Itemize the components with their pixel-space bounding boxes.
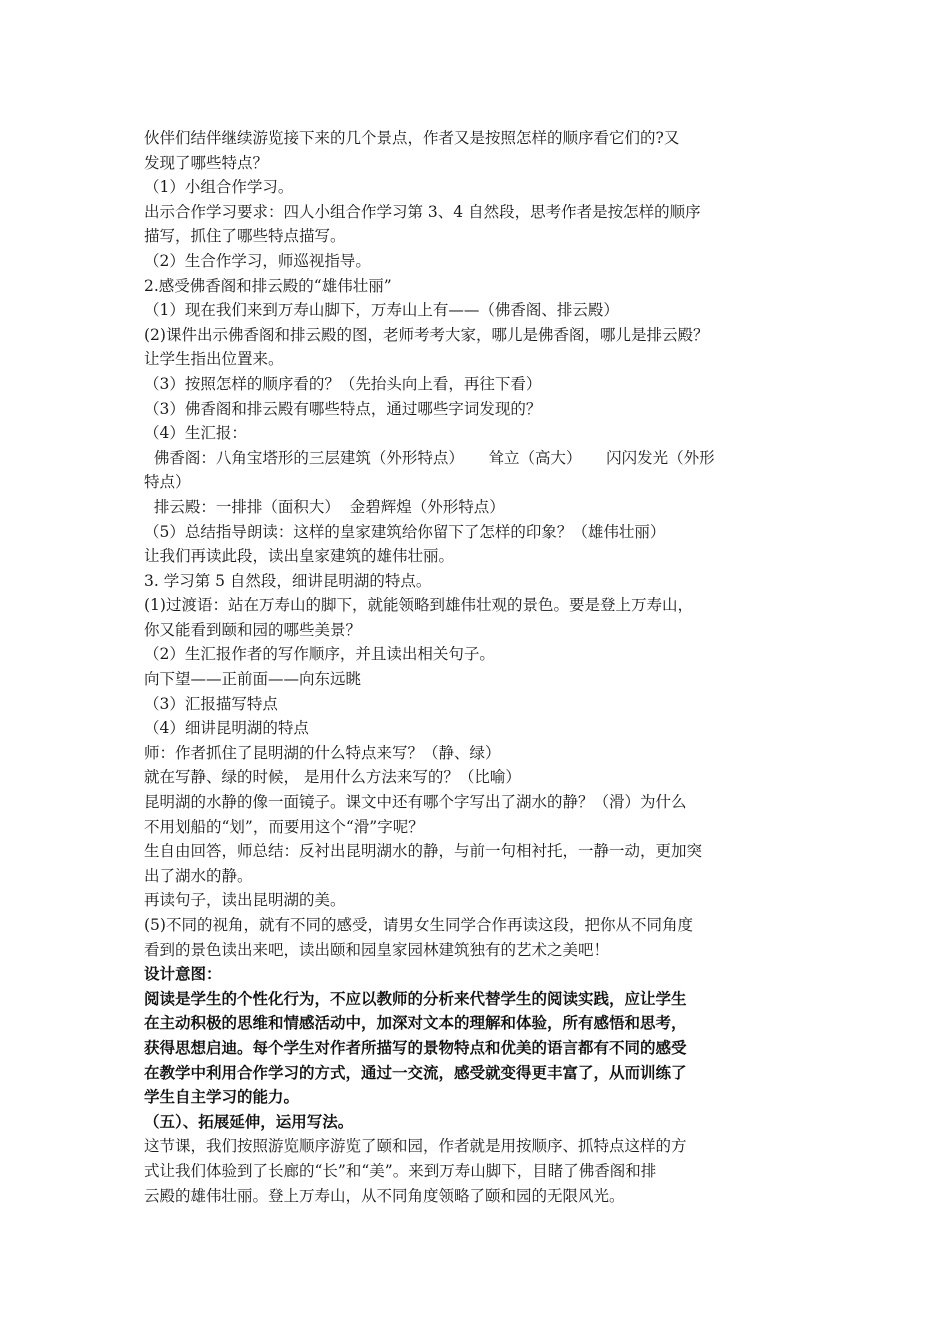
text-line: 2.感受佛香阁和排云殿的“雄伟壮丽” xyxy=(144,276,392,295)
text-line: 不用划船的“划”，而要用这个“滑”字呢？ xyxy=(144,817,424,836)
text-line: (1)过渡语：站在万寿山的脚下，就能领略到雄伟壮观的景色。要是登上万寿山， xyxy=(144,596,693,615)
text-line: 让学生指出位置来。 xyxy=(144,350,284,369)
text-line: 伙伴们结伴继续游览接下来的几个景点，作者又是按照怎样的顺序看它们的?又 xyxy=(144,129,680,147)
text-line: 发现了哪些特点？ xyxy=(144,153,269,172)
text-line: (2)课件出示佛香阁和排云殿的图，老师考考大家，哪儿是佛香阁，哪儿是排云殿？ xyxy=(144,325,709,344)
text-line: （2）生汇报作者的写作顺序，并且读出相关句子。 xyxy=(144,645,495,664)
bold-text-line: 阅读是学生的个性化行为，不应以教师的分析来代替学生的阅读实践，应让学生 xyxy=(144,989,687,1008)
text-line: （1）现在我们来到万寿山脚下，万寿山上有——（佛香阁、排云殿） xyxy=(144,301,619,320)
text-line: （5）总结指导朗读：这样的皇家建筑给你留下了怎样的印象？（雄伟壮丽） xyxy=(144,522,666,541)
text-line: 向下望——正前面——向东远眺 xyxy=(144,670,362,689)
text-line: （4）生汇报： xyxy=(144,424,247,443)
text-line: 排云殿：一排排（面积大） 金碧辉煌（外形特点） xyxy=(144,497,505,516)
text-line: （3）佛香阁和排云殿有哪些特点，通过哪些字词发现的？ xyxy=(144,399,542,418)
text-line: 你又能看到颐和园的哪些美景？ xyxy=(144,620,362,639)
text-line: 出示合作学习要求：四人小组合作学习第 3、4 自然段，思考作者是按怎样的顺序 xyxy=(144,202,701,221)
text-line: 再读句子，读出昆明湖的美。 xyxy=(144,891,346,910)
text-line: （1）小组合作学习。 xyxy=(144,178,294,197)
text-line: 生自由回答，师总结：反衬出昆明湖水的静，与前一句相衬托，一静一动，更加突 xyxy=(144,842,703,861)
text-line: 云殿的雄伟壮丽。登上万寿山，从不同角度领略了颐和园的无限风光。 xyxy=(144,1186,625,1205)
bold-text-line: 在主动积极的思维和情感活动中，加深对文本的理解和体验，所有感悟和思考， xyxy=(144,1014,687,1033)
bold-text-line: 在教学中利用合作学习的方式，通过一交流，感受就变得更丰富了，从而训练了 xyxy=(144,1063,687,1082)
text-line: 特点） xyxy=(144,473,191,492)
text-line: 师：作者抓住了昆明湖的什么特点来写？（静、绿） xyxy=(144,743,501,762)
document-page xyxy=(144,126,824,1208)
text-line: （3）按照怎样的顺序看的？（先抬头向上看，再往下看） xyxy=(144,374,542,393)
text-line: 3. 学习第 5 自然段，细讲昆明湖的特点。 xyxy=(144,571,432,590)
text-line: 描写，抓住了哪些特点描写。 xyxy=(144,227,346,246)
text-line: （4）细讲昆明湖的特点 xyxy=(144,719,309,738)
text-line: 式让我们体验到了长廊的“长”和“美”。来到万寿山脚下，目睹了佛香阁和排 xyxy=(144,1161,657,1180)
text-line: 佛香阁：八角宝塔形的三层建筑（外形特点） 耸立（高大） 闪闪发光（外形 xyxy=(144,448,715,467)
bold-text-line: 获得思想启迪。每个学生对作者所描写的景物特点和优美的语言都有不同的感受 xyxy=(144,1038,687,1057)
text-line: 昆明湖的水静的像一面镜子。课文中还有哪个字写出了湖水的静？（滑）为什么 xyxy=(144,793,687,812)
bold-text-line: （五）、拓展延伸，运用写法。 xyxy=(144,1112,354,1131)
bold-text-line: 设计意图： xyxy=(144,965,222,984)
text-line: （3）汇报描写特点 xyxy=(144,694,278,713)
text-line: 出了湖水的静。 xyxy=(144,866,253,885)
bold-text-line: 学生自主学习的能力。 xyxy=(144,1088,300,1107)
text-line: 这节课，我们按照游览顺序游览了颐和园，作者就是用按顺序、抓特点这样的方 xyxy=(144,1137,687,1156)
text-line: (5)不同的视角，就有不同的感受，请男女生同学合作再读这段，把你从不同角度 xyxy=(144,916,693,934)
text-line: （2）生合作学习，师巡视指导。 xyxy=(144,251,371,270)
text-line: 看到的景色读出来吧，读出颐和园皇家园林建筑独有的艺术之美吧！ xyxy=(144,940,610,959)
text-line: 让我们再读此段，读出皇家建筑的雄伟壮丽。 xyxy=(144,547,455,566)
text-line: 就在写静、绿的时候， 是用什么方法来写的？（比喻） xyxy=(144,768,521,787)
